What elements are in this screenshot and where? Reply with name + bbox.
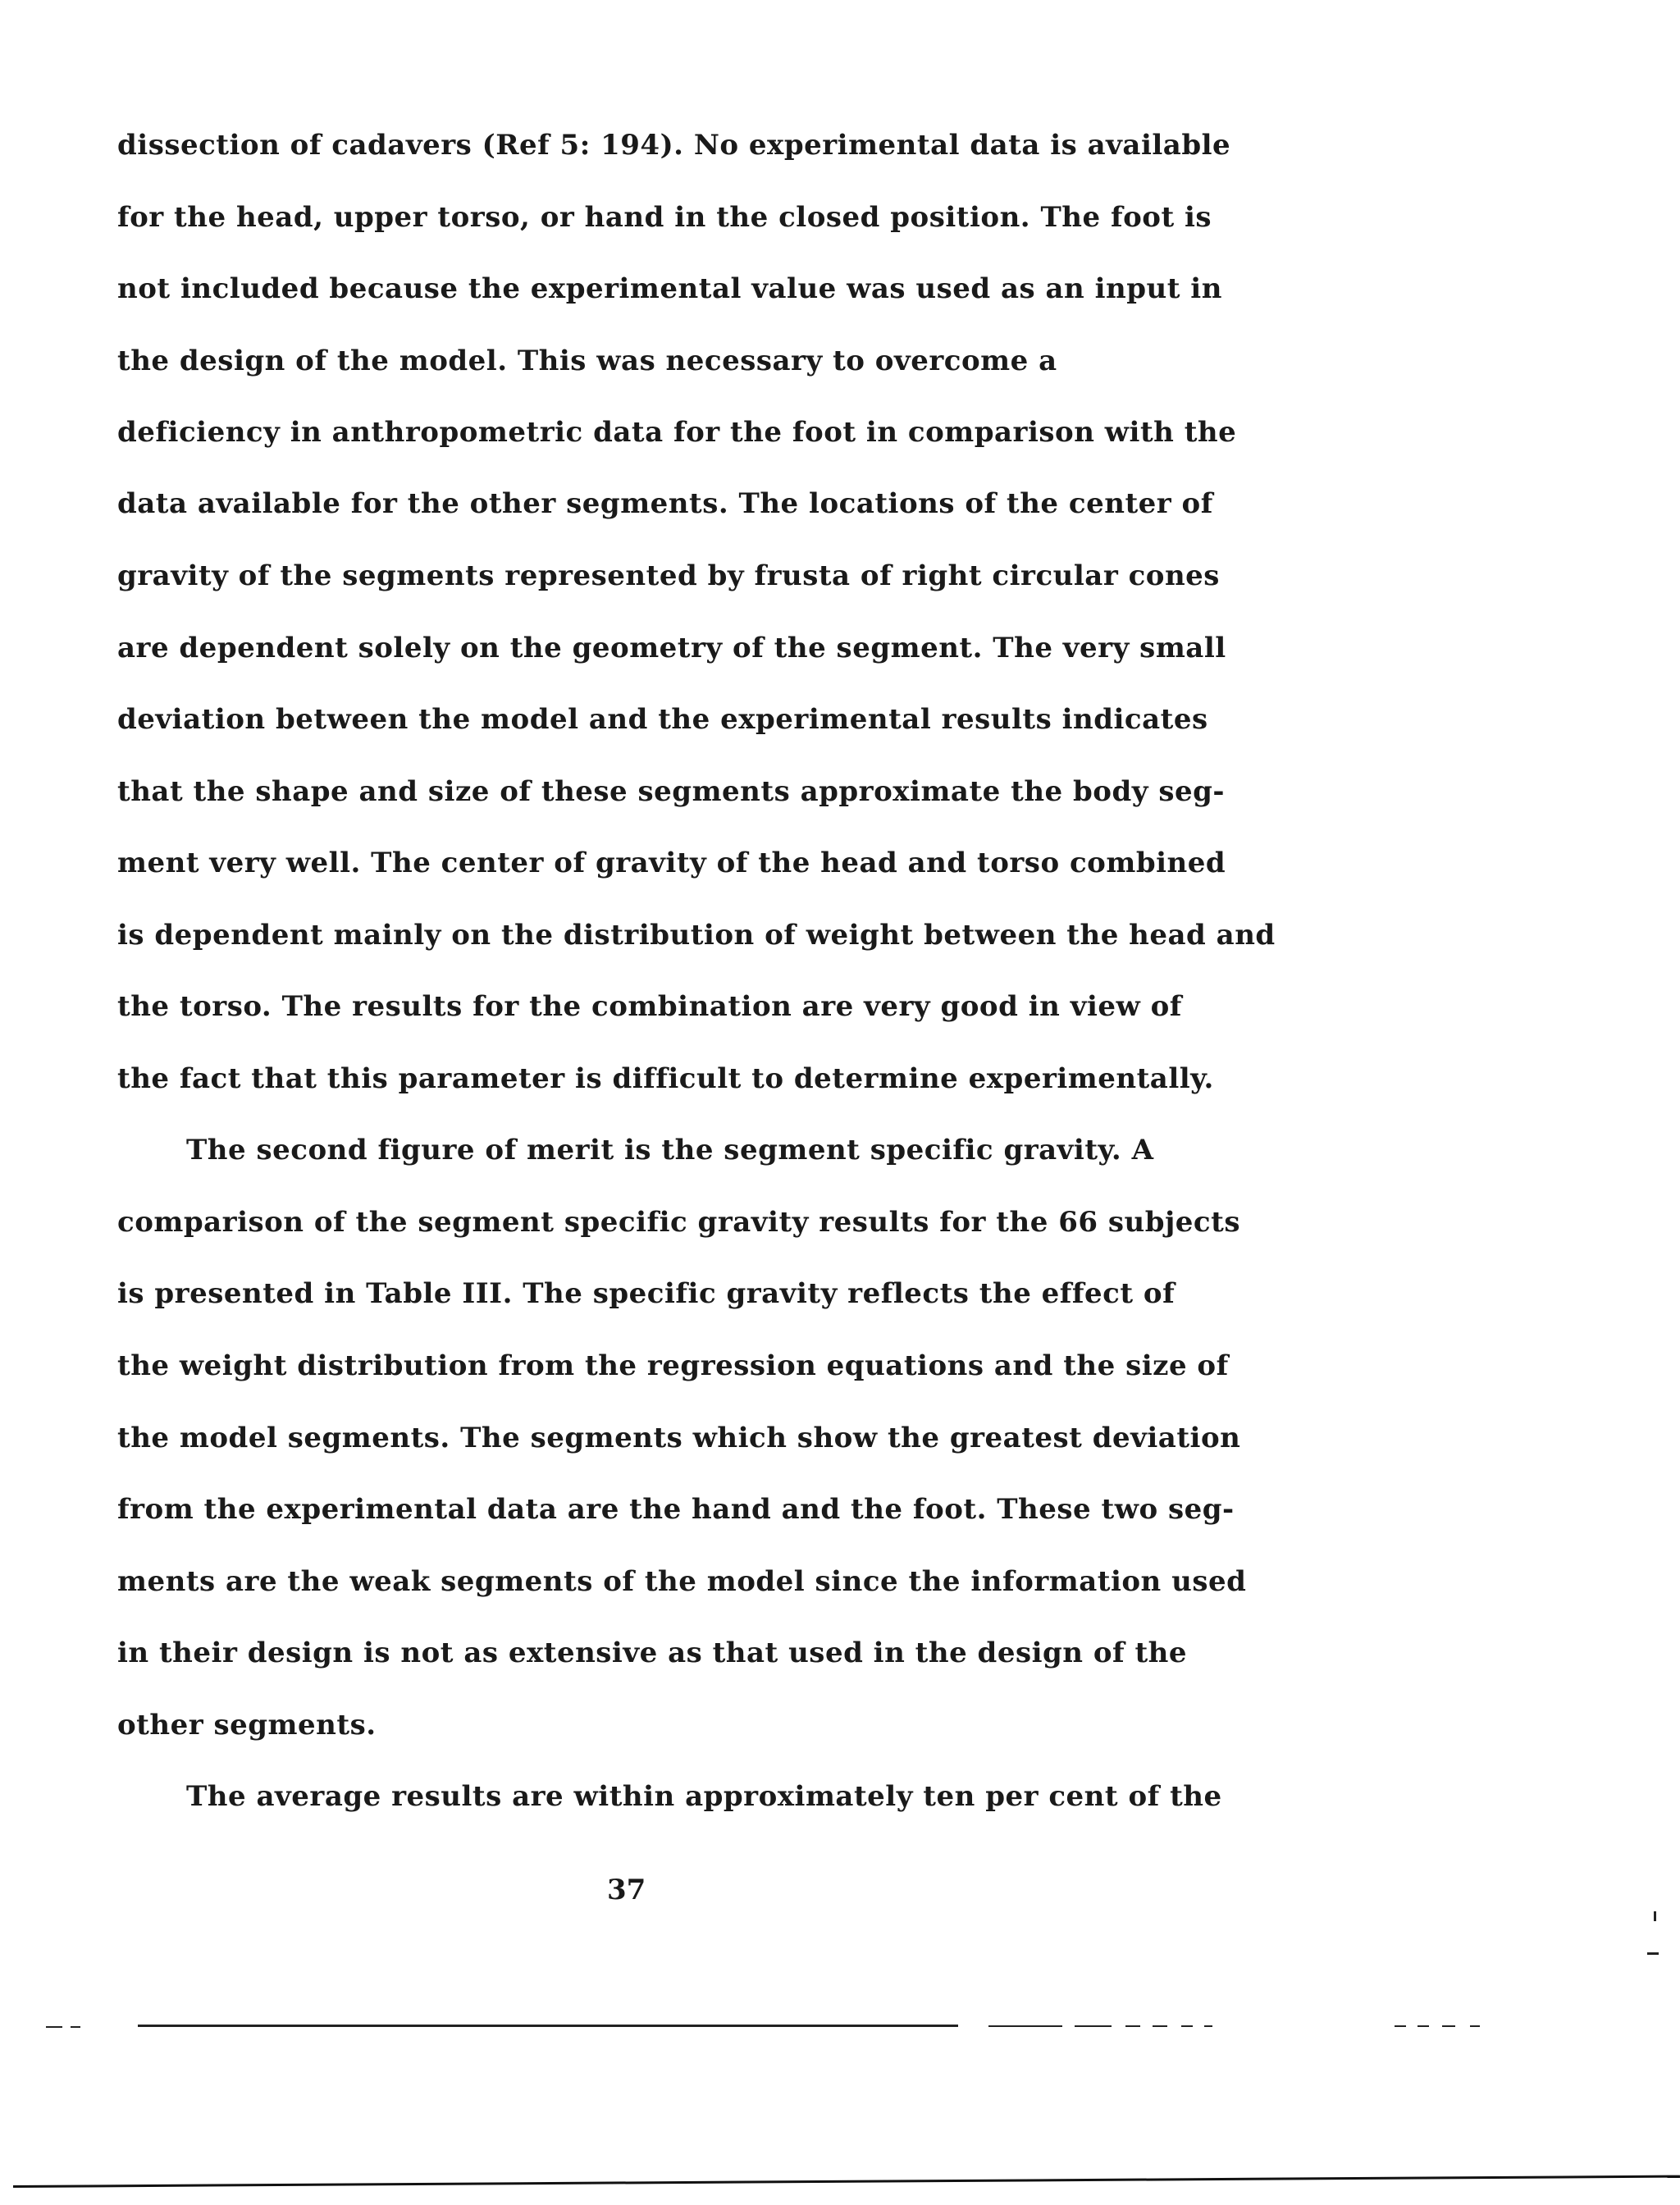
text-line: The average results are within approximately ten per cent of the xyxy=(186,1780,1222,1813)
text-line: that the shape and size of these segments approximate the body seg- xyxy=(117,775,1225,808)
text-line: from the experimental data are the hand and the foot. These two seg- xyxy=(117,1493,1235,1526)
scan-mark xyxy=(46,2026,62,2028)
text-line: ment very well. The center of gravity of the head and torso combined xyxy=(117,847,1226,879)
text-line: is dependent mainly on the distribution of weight between the head and xyxy=(117,919,1276,952)
page-number: 37 xyxy=(607,1874,646,1906)
scan-mark xyxy=(988,2025,1062,2027)
scan-mark xyxy=(1647,1952,1659,1955)
text-line: is presented in Table III. The specific gravity reflects the effect of xyxy=(117,1277,1176,1310)
scan-mark xyxy=(1204,2025,1212,2027)
text-line: deviation between the model and the experimental results indicates xyxy=(117,703,1208,736)
scan-mark xyxy=(1125,2025,1140,2027)
scan-mark xyxy=(1418,2025,1429,2027)
text-line: The second figure of merit is the segment specific gravity. A xyxy=(186,1134,1154,1166)
text-line: the torso. The results for the combination are very good in view of xyxy=(117,990,1182,1023)
text-line: gravity of the segments represented by frusta of right circular cones xyxy=(117,559,1220,592)
text-line: for the head, upper torso, or hand in the closed position. The foot is xyxy=(117,201,1212,234)
text-line: the model segments. The segments which show the greatest deviation xyxy=(117,1422,1241,1454)
scan-mark xyxy=(71,2026,80,2028)
text-line: comparison of the segment specific gravity results for the 66 subjects xyxy=(117,1206,1240,1239)
scan-mark xyxy=(1470,2025,1480,2027)
text-line: the weight distribution from the regression equations and the size of xyxy=(117,1349,1229,1382)
text-line: the design of the model. This was necessary to overcome a xyxy=(117,345,1057,377)
scan-mark xyxy=(1181,2025,1193,2027)
scan-mark xyxy=(1654,1911,1656,1921)
text-line: deficiency in anthropometric data for the foot in comparison with the xyxy=(117,416,1237,449)
text-line: ments are the weak segments of the model since the information used xyxy=(117,1565,1247,1598)
scan-mark xyxy=(1442,2025,1455,2027)
text-line: in their design is not as extensive as that used in the design of the xyxy=(117,1637,1188,1669)
scan-line xyxy=(138,2025,958,2027)
text-line: not included because the experimental value was used as an input in xyxy=(117,272,1222,305)
text-line: other segments. xyxy=(117,1709,377,1742)
scan-mark xyxy=(1395,2025,1406,2027)
text-line: the fact that this parameter is difficult to determine experimentally. xyxy=(117,1062,1214,1095)
text-line: are dependent solely on the geometry of the segment. The very small xyxy=(117,632,1226,664)
text-line: dissection of cadavers (Ref 5: 194). No experimental data is available xyxy=(117,129,1231,162)
text-line: data available for the other segments. The locations of the center of xyxy=(117,487,1213,520)
scan-mark xyxy=(1075,2025,1112,2027)
scan-rule xyxy=(13,2175,1680,2188)
scan-mark xyxy=(1153,2025,1167,2027)
